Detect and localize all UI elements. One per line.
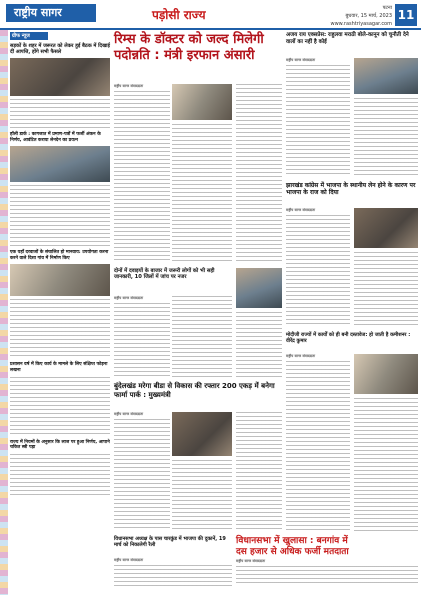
right-top-text-col [286,58,350,178]
bottom-right-headline-2: दस हजार से अधिक फर्जी मतदाता [236,547,349,557]
left-headline-5: राज्य में नियमों के अनुसार कि लाज पर हुआ निर्णय, आपाने चकित स्त्री पड़ा [10,439,110,451]
bottom-left-byline: राष्ट्रीय सागर संवाददाता [114,558,144,562]
center-photo-right [236,268,282,308]
decorative-border [0,30,8,595]
right-low-story-head [286,332,418,352]
left-text-1 [10,99,110,129]
bottom-right-text [236,566,418,586]
right-mid-text-col [286,208,350,328]
center-text-2 [172,296,232,378]
left-headline-3: एक यहाँ दरवाजों के संचालित हो मानवाय: उपयोगता करना करने वाले दिशा गांव में निर्माण किए [10,250,109,261]
right-low-byline: राष्ट्रीय सागर संवाददाता [286,354,316,358]
left-headline-2: हॉली डार्क : कागजात में प्रमाण-पत्रों में फर्जी अंकन के निर्णय, आवंटित कराया लेनदेन का प्रयत्न [10,132,101,143]
column-label: ग्रीफ न्यूज [10,32,48,40]
center-text [114,303,170,377]
mid-photo [172,412,232,456]
left-photo-3 [10,264,110,296]
lead-headline-line2: पदोन्नति : मंत्री इरफान अंसारी [114,48,255,63]
masthead-rule [0,28,421,30]
right-mid-byline: राष्ट्रीय सागर संवाददाता [286,208,316,212]
left-headline-1: सड़कों के शहर में जरूरत को लेकर हुई बैठक में दिखाई दीं आपत्ति, होंगे सभी फैसले [10,43,110,55]
bottom-left-text [114,565,232,589]
lead-text [114,91,170,261]
left-photo-1 [10,58,110,96]
right-mid-headline: झारखंड कांग्रेस में भाजपा के स्थानीय लेन होने के कारण पर भाजपा के राज को दिया [286,182,416,197]
bottom-right-byline: राष्ट्रीय सागर संवाददाता [236,559,266,563]
lead-headline-line1: रिम्स के डॉक्टर को जल्द मिलेगी [114,32,264,47]
right-low-photo [354,354,418,394]
lead-text-2 [172,124,232,264]
bottom-right-story [236,536,418,592]
lead-story-head [114,32,280,82]
right-top-headline: अजय राय एक्सप्रेस: राहुलवा मराठी बोले-कानून को चुनौती देने वालों का नहीं है कोई [286,32,409,45]
mid-headline: बुंदेलखंड मरेगा बीडा से विकास की रफ्तार 200 एकड़ में बनेगा फार्मा पार्क : मुख्यमंत्री [114,382,275,399]
left-column [10,32,110,592]
left-text-3 [10,299,110,359]
right-low-text [286,361,350,531]
lead-text-col [114,84,170,264]
right-mid-text-2 [354,252,418,328]
meta-city: पटना [382,5,392,11]
center-text-3 [236,312,282,378]
mid-text-3 [236,412,282,532]
right-low-text-col [286,354,350,532]
left-text-5 [10,454,110,498]
left-photo-2 [10,146,110,182]
mid-story-head [114,382,280,410]
masthead [0,0,421,30]
section-title: पड़ोसी राज्य [152,8,206,22]
lead-photo-building [172,84,232,120]
bottom-right-headline-1: विधानसभा में खुलासा : बनगांव में [236,536,348,546]
lead-text-3 [236,84,282,264]
left-headline-4: प्रशासन वर्ष में किए कार्य के मामले के लिए संक्षिप्त फोड़ना लखना [10,362,108,373]
center-headline: दोनों में दवाइयों के बाजार में जरूरी लोगों को भी सही जानकारी, 10 जिलों में जांच पर नजर [114,268,215,281]
meta-url: www.rashtriyasagar.com [330,21,392,27]
mid-byline: राष्ट्रीय सागर संवाददाता [114,412,144,416]
right-top-text-2 [354,98,418,178]
center-story-head [114,268,232,292]
right-mid-photo [354,208,418,248]
right-top-text [286,65,350,177]
right-top-story-head [286,32,418,56]
center-text-col [114,296,170,378]
right-low-text-2 [354,398,418,532]
right-top-photo [354,58,418,94]
masthead-meta [292,4,392,28]
bottom-left-text-col [114,558,232,590]
lead-byline: राष्ट्रीय सागर संवाददाता [114,84,144,88]
meta-date: बुधवार, 15 मार्च, 2023 [345,13,392,19]
mid-text-2 [172,460,232,532]
left-text-4 [10,377,110,437]
brand-logo: राष्ट्रीय सागर [6,4,96,22]
page-number: 11 [395,4,417,26]
mid-text [114,419,170,531]
right-mid-text [286,215,350,327]
right-mid-story-head [286,182,418,206]
right-low-headline: मोदीजी राज्यों में कार्यों को ही बनी दस्तावेज: हो जाती है कमीशनर : वीरेंद्र कुमार [286,332,411,344]
left-text-2 [10,185,110,247]
right-top-byline: राष्ट्रीय सागर संवाददाता [286,58,316,62]
center-byline: राष्ट्रीय सागर संवाददाता [114,296,144,300]
bottom-left-headline: विधानसभा अध्यक्ष के पास चारकुंड में भाजपा की दुकानें, 19 मार्च को निकालेगी रैली [114,536,226,548]
mid-text-col [114,412,170,532]
bottom-left-story-head [114,536,232,556]
